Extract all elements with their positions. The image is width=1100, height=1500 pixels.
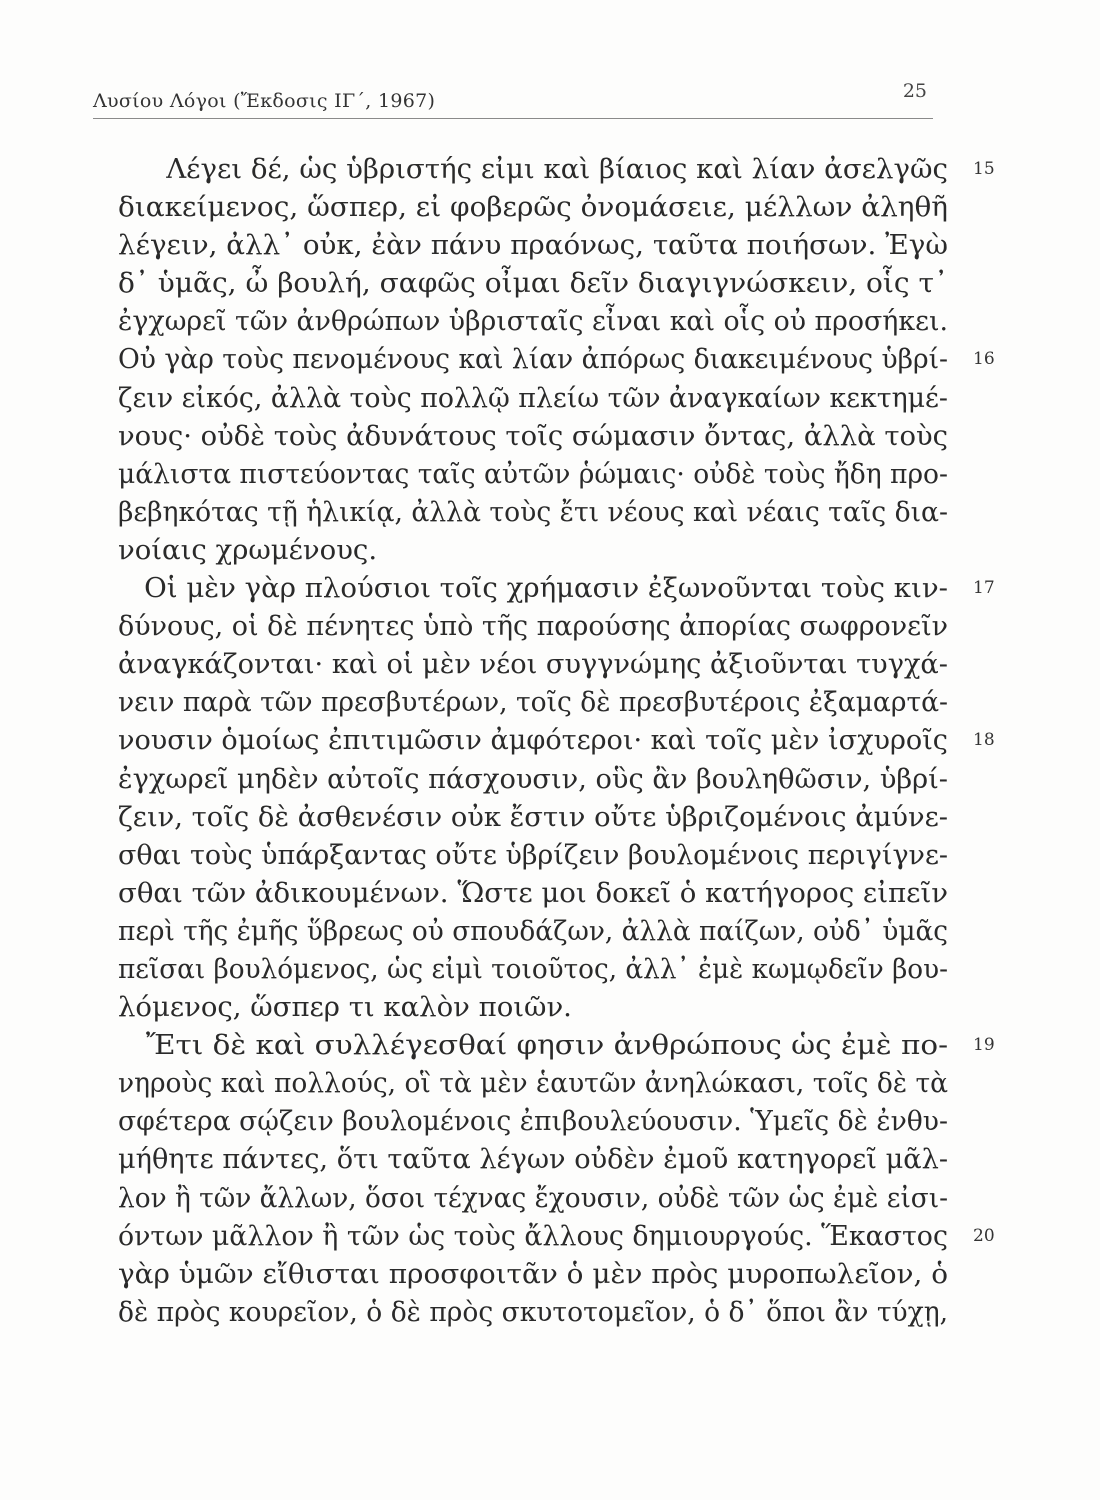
- text-line: [118, 683, 960, 721]
- text-line: [118, 912, 960, 950]
- text-line-content: σθαι τοὺς ὑπάρξαντας οὔτε ὑβρίζειν βουλομένοις περιγίγνε-: [118, 838, 949, 871]
- page-number: 25: [902, 80, 927, 102]
- text-line-content: περὶ τῆς ἐμῆς ὕβρεως οὐ σπουδάζων, ἀλλὰ παίζων, οὐδ᾿ ὑμᾶς: [118, 914, 949, 947]
- text-line: [118, 1026, 995, 1064]
- text-line-content: νοίαις χρωμένους.: [118, 533, 378, 566]
- text-line: [118, 150, 995, 188]
- text-line: [118, 417, 960, 455]
- text-line: [118, 493, 960, 531]
- text-line-content: ἐγχωρεῖ μηδὲν αὐτοῖς πάσχουσιν, οὓς ἂν βουληθῶσιν, ὑβρί-: [118, 762, 949, 795]
- text-line: [118, 760, 960, 798]
- running-head: [93, 80, 933, 120]
- text-line-content: δὲ πρὸς κουρεῖον, ὁ δὲ πρὸς σκυτοτομεῖον, ὁ δ᾿ ὅποι ἂν τύχῃ,: [118, 1295, 949, 1328]
- greek-text-body: [118, 150, 995, 1331]
- text-line: [118, 607, 960, 645]
- text-line-content: ἀναγκάζονται· καὶ οἱ μὲν νέοι συγγνώμης ἀξιοῦνται τυγχά-: [118, 648, 948, 681]
- text-line: [118, 988, 960, 1026]
- running-title: Λυσίου Λόγοι (Ἔκδοσις ΙΓ΄, 1967): [93, 90, 436, 112]
- text-line: [118, 721, 995, 759]
- text-line: [118, 1293, 960, 1331]
- text-line: [118, 379, 960, 417]
- text-line-content: ζειν, τοῖς δὲ ἀσθενέσιν οὐκ ἔστιν οὔτε ὑβριζομένοις ἀμύνε-: [118, 800, 949, 833]
- text-line-content: διακείμενος, ὥσπερ, εἰ φοβερῶς ὀνομάσειε, μέλλων ἀληθῆ: [118, 191, 949, 224]
- text-line: [118, 1217, 995, 1255]
- text-line-content: Ἔτι δὲ καὶ συλλέγεσθαί φησιν ἀνθρώπους ὡς ἐμὲ πο-: [145, 1029, 949, 1062]
- text-line-content: ἐγχωρεῖ τῶν ἀνθρώπων ὑβρισταῖς εἶναι καὶ οἷς οὐ προσήκει.: [118, 305, 948, 338]
- text-line: [118, 836, 960, 874]
- text-line-content: νουσιν ὁμοίως ἐπιτιμῶσιν ἀμφότεροι· καὶ τοῖς μὲν ἰσχυροῖς: [118, 724, 948, 757]
- text-line-content: Οἱ μὲν γὰρ πλούσιοι τοῖς χρήμασιν ἐξωνοῦνται τοὺς κιν-: [144, 572, 948, 605]
- text-line: [118, 874, 960, 912]
- text-line: [118, 569, 995, 607]
- text-line: [118, 340, 995, 378]
- text-line: [118, 302, 960, 340]
- section-number: 17: [973, 578, 995, 599]
- text-line-content: μάλιστα πιστεύοντας ταῖς αὐτῶν ῥώμαις· οὐδὲ τοὺς ἤδη προ-: [118, 457, 948, 490]
- text-line-content: δύνους, οἱ δὲ πένητες ὑπὸ τῆς παρούσης ἀπορίας σωφρονεῖν: [118, 610, 949, 643]
- text-line-content: γὰρ ὑμῶν εἴθισται προσφοιτᾶν ὁ μὲν πρὸς μυροπωλεῖον, ὁ: [118, 1257, 949, 1290]
- text-line-content: ζειν εἰκός, ἀλλὰ τοὺς πολλῷ πλείω τῶν ἀναγκαίων κεκτημέ-: [118, 381, 948, 414]
- text-line: [118, 226, 960, 264]
- text-line-content: λέγειν, ἀλλ᾿ οὐκ, ἐὰν πάνυ πραόνως, ταῦτα ποιήσων. Ἐγὼ: [118, 229, 949, 262]
- text-line: [118, 264, 960, 302]
- text-line: [118, 1140, 960, 1178]
- section-number: 19: [973, 1035, 995, 1056]
- text-line-content: νους· οὐδὲ τοὺς ἀδυνάτους τοῖς σώμασιν ὄντας, ἀλλὰ τοὺς: [118, 419, 949, 452]
- text-line-content: Λέγει δέ, ὡς ὑβριστής εἰμι καὶ βίαιος καὶ λίαν ἀσελγῶς: [166, 153, 948, 185]
- text-line: [118, 798, 960, 836]
- text-line: [118, 1179, 960, 1217]
- text-line-content: σφέτερα σῴζειν βουλομένοις ἐπιβουλεύουσιν. Ὑμεῖς δὲ ἐνθυ-: [118, 1105, 948, 1138]
- text-line-content: δ᾿ ὑμᾶς, ὦ βουλή, σαφῶς οἶμαι δεῖν διαγιγνώσκειν, οἷς τ᾿: [118, 267, 949, 300]
- text-line: [118, 188, 960, 226]
- text-line-content: πεῖσαι βουλόμενος, ὡς εἰμὶ τοιοῦτος, ἀλλ᾿ ἐμὲ κωμῳδεῖν βου-: [118, 952, 948, 985]
- text-line-content: όντων μᾶλλον ἢ τῶν ὡς τοὺς ἄλλους δημιουργούς. Ἕκαστος: [118, 1219, 948, 1252]
- text-line-content: νηροὺς καὶ πολλούς, οἳ τὰ μὲν ἑαυτῶν ἀνηλώκασι, τοῖς δὲ τὰ: [118, 1067, 948, 1100]
- text-line-content: βεβηκότας τῇ ἡλικίᾳ, ἀλλὰ τοὺς ἔτι νέους καὶ νέαις ταῖς δια-: [118, 495, 948, 528]
- section-number: 20: [973, 1225, 995, 1246]
- text-line-content: Οὐ γὰρ τοὺς πενομένους καὶ λίαν ἀπόρως διακειμένους ὑβρί-: [118, 343, 948, 376]
- text-line: [118, 1255, 960, 1293]
- text-line: [118, 950, 960, 988]
- text-line: [118, 531, 960, 569]
- section-number: 16: [973, 349, 995, 370]
- text-line: [118, 455, 960, 493]
- text-line: [118, 1102, 960, 1140]
- text-line: [118, 1064, 960, 1102]
- text-line-content: μήθητε πάντες, ὅτι ταῦτα λέγων οὐδὲν ἐμοῦ κατηγορεῖ μᾶλ-: [118, 1143, 949, 1176]
- text-line: [118, 645, 960, 683]
- text-line-content: λον ἢ τῶν ἄλλων, ὅσοι τέχνας ἔχουσιν, οὐδὲ τῶν ὡς ἐμὲ εἰσι-: [118, 1181, 949, 1214]
- text-line-content: νειν παρὰ τῶν πρεσβυτέρων, τοῖς δὲ πρεσβυτέροις ἐξαμαρτά-: [118, 686, 948, 719]
- text-line-content: λόμενος, ὥσπερ τι καλὸν ποιῶν.: [118, 991, 572, 1024]
- section-number: 15: [973, 159, 995, 179]
- section-number: 18: [973, 730, 995, 751]
- text-line-content: σθαι τῶν ἀδικουμένων. Ὥστε μοι δοκεῖ ὁ κατήγορος εἰπεῖν: [118, 876, 949, 909]
- header-rule: [93, 118, 933, 119]
